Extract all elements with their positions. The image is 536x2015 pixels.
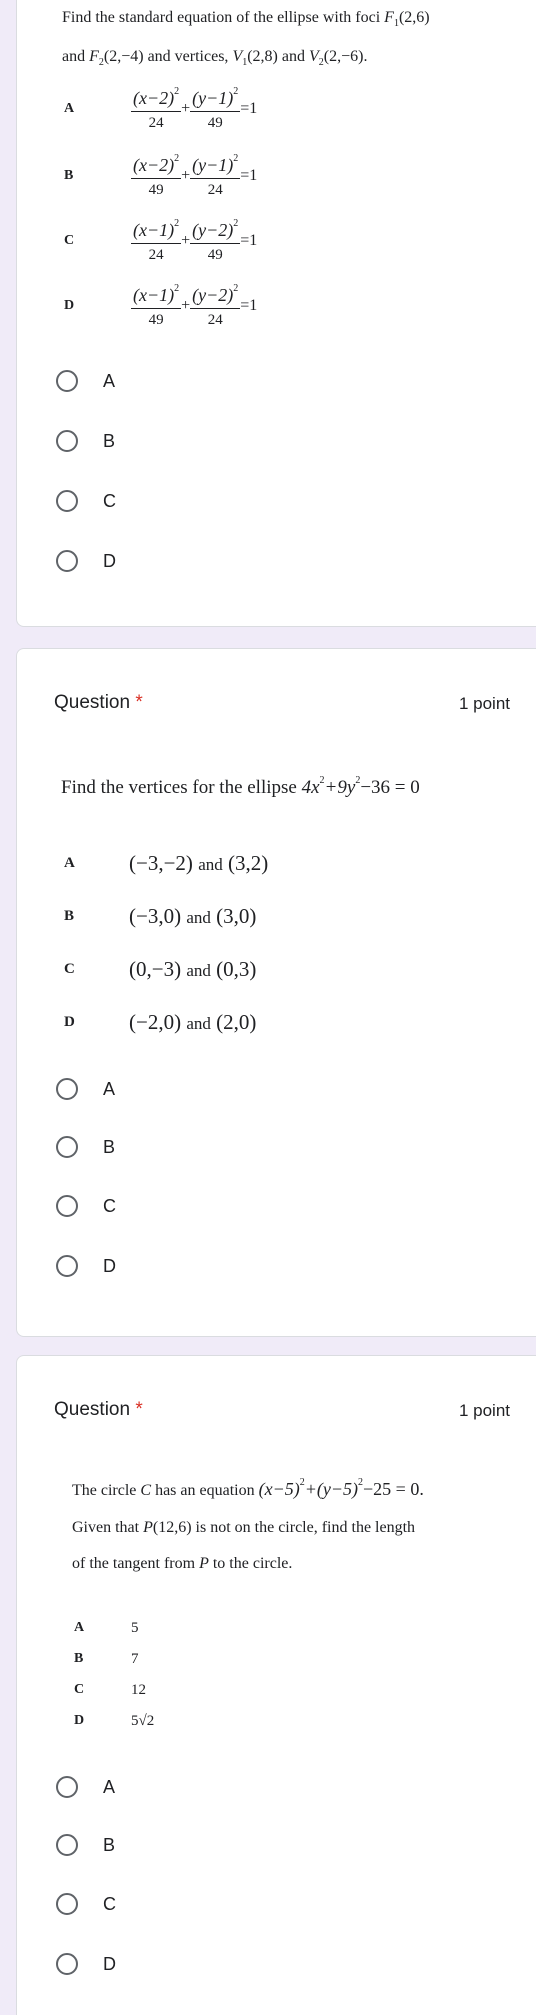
exponent: 2 — [358, 1477, 364, 1488]
exponent: 2 — [174, 86, 180, 97]
numerator: (x−2) — [133, 88, 175, 108]
option-letter: D — [74, 1713, 85, 1728]
radio-label: D — [103, 1953, 116, 1974]
radio-circle[interactable] — [56, 1893, 78, 1915]
denominator: 49 — [148, 311, 164, 328]
question-card-1 — [16, 0, 536, 627]
radio-label: B — [103, 1834, 116, 1855]
fraction — [190, 86, 240, 131]
option-letter: C — [64, 232, 75, 248]
points-label: 1 point — [458, 694, 510, 713]
fraction — [131, 283, 181, 328]
equals-one: =1 — [240, 231, 258, 249]
fraction — [190, 218, 240, 263]
required-asterisk: * — [135, 1399, 143, 1420]
option-value-c — [74, 1682, 146, 1699]
denominator: 49 — [148, 181, 164, 198]
equals-one: =1 — [240, 296, 258, 314]
subscript: 2 — [318, 57, 324, 68]
numerator: (y−2) — [192, 285, 234, 305]
radio-choice-d[interactable] — [56, 550, 116, 572]
question-card-2 — [16, 648, 536, 1337]
circle-label: C — [140, 1482, 152, 1499]
radio-label: B — [103, 430, 116, 451]
option-point-d — [64, 1010, 256, 1035]
option-value: 7 — [131, 1651, 139, 1667]
plus-sign: + — [181, 231, 191, 249]
fraction — [190, 153, 240, 198]
stem-text: and — [281, 48, 305, 65]
radio-label: D — [103, 1255, 116, 1276]
option-value: 5√2 — [131, 1713, 155, 1729]
plus-sign: + — [181, 296, 191, 314]
radio-choice-c[interactable] — [56, 490, 116, 512]
option-point-c — [64, 957, 256, 982]
exponent: 2 — [233, 153, 239, 164]
and-text: and — [186, 1014, 211, 1033]
point-2: (3,2) — [227, 851, 269, 875]
point-2: (0,3) — [216, 957, 257, 981]
numerator: (y−1) — [192, 88, 234, 108]
option-equation-b — [64, 153, 257, 198]
radio-circle[interactable] — [56, 1834, 78, 1856]
vertex-label: V — [232, 48, 243, 65]
radio-label: B — [103, 1136, 116, 1157]
radio-choice-b[interactable] — [56, 1136, 115, 1158]
plus-sign: + — [181, 166, 191, 184]
fraction — [131, 86, 181, 131]
exponent: 2 — [233, 218, 239, 229]
radio-choice-a[interactable] — [56, 1078, 115, 1100]
question-label: Question — [54, 692, 131, 713]
option-equation-a — [64, 86, 257, 131]
numerator: (y−1) — [192, 155, 234, 175]
point-1: (0,−3) — [129, 957, 182, 981]
vertex-label: V — [308, 48, 319, 65]
denominator: 49 — [207, 246, 223, 263]
radio-circle[interactable] — [56, 1953, 78, 1975]
numerator: (x−1) — [133, 285, 175, 305]
denominator: 24 — [207, 311, 223, 328]
subscript: 2 — [98, 57, 104, 68]
option-letter: A — [64, 100, 75, 116]
and-text: and — [198, 855, 223, 874]
point-1: (−2,0) — [129, 1010, 182, 1034]
denominator: 49 — [207, 114, 223, 131]
exponent: 2 — [355, 775, 361, 786]
stem-text: has an equation — [155, 1482, 255, 1499]
exponent: 2 — [233, 86, 239, 97]
question-3-stem-line-3 — [72, 1555, 292, 1573]
option-letter: B — [64, 908, 75, 924]
stem-text: and — [62, 48, 86, 65]
focus-label: F — [89, 48, 99, 65]
radio-circle[interactable] — [56, 1195, 78, 1217]
question-card-3 — [16, 1355, 536, 2015]
option-point-b — [64, 904, 256, 929]
radio-choice-c[interactable] — [56, 1195, 116, 1217]
subscript: 1 — [242, 57, 248, 68]
equation-term: −36 = 0 — [360, 777, 420, 798]
numerator: (x−2) — [133, 155, 175, 175]
radio-choice-d[interactable] — [56, 1255, 116, 1277]
focus-coords: (2,6) — [398, 9, 430, 26]
radio-label: A — [103, 1078, 116, 1099]
radio-circle[interactable] — [56, 550, 78, 572]
question-3-stem-line-2 — [72, 1519, 415, 1537]
option-letter: B — [64, 167, 74, 183]
option-value-b — [74, 1651, 139, 1668]
radio-choice-a[interactable] — [56, 1776, 115, 1798]
radio-circle[interactable] — [56, 430, 78, 452]
option-equation-d — [64, 283, 257, 328]
fraction — [131, 153, 181, 198]
radio-circle[interactable] — [56, 490, 78, 512]
vertex-coords: (2,8) — [247, 48, 278, 65]
question-1-stem-line-1 — [62, 9, 430, 29]
question-3-stem-line-1 — [72, 1477, 424, 1500]
point-label: P — [199, 1555, 209, 1572]
option-value: 12 — [131, 1682, 146, 1698]
option-letter: C — [64, 961, 75, 977]
radio-choice-a[interactable] — [56, 370, 115, 392]
radio-circle[interactable] — [56, 1255, 78, 1277]
option-letter: C — [74, 1682, 85, 1697]
exponent: 2 — [299, 1477, 305, 1488]
option-letter: D — [64, 297, 75, 313]
radio-label: D — [103, 550, 116, 571]
radio-choice-d[interactable] — [56, 1953, 116, 1975]
numerator: (x−1) — [133, 220, 175, 240]
radio-circle[interactable] — [56, 1776, 78, 1798]
exponent: 2 — [233, 283, 239, 294]
option-letter: A — [64, 855, 75, 871]
subscript: 1 — [393, 18, 399, 29]
option-value-a — [74, 1620, 139, 1637]
radio-label: A — [103, 1776, 116, 1797]
equals-one: =1 — [240, 166, 258, 184]
exponent: 2 — [174, 283, 180, 294]
stem-text: and vertices, — [147, 48, 229, 65]
stem-text: Find the standard equation of the ellipse with foci — [62, 9, 381, 26]
radio-choice-c[interactable] — [56, 1893, 116, 1915]
question-title — [54, 692, 143, 714]
denominator: 24 — [148, 246, 164, 263]
point-label: P — [143, 1519, 153, 1536]
radio-circle[interactable] — [56, 1136, 78, 1158]
equation-term: (x−5) — [258, 1479, 300, 1499]
option-letter: A — [74, 1620, 85, 1635]
point-coords: (12,6) — [152, 1519, 192, 1536]
numerator: (y−2) — [192, 220, 234, 240]
question-1-stem-line-2 — [62, 48, 367, 68]
vertex-coords: (2,−6). — [323, 48, 368, 65]
stem-text: to the circle. — [212, 1555, 293, 1572]
point-2: (3,0) — [216, 904, 257, 928]
exponent: 2 — [174, 153, 180, 164]
and-text: and — [186, 908, 211, 927]
option-point-a — [64, 851, 268, 876]
point-1: (−3,−2) — [129, 851, 193, 875]
exponent: 2 — [319, 775, 325, 786]
radio-label: C — [103, 1195, 116, 1216]
option-letter: B — [74, 1651, 84, 1666]
stem-text: The circle — [72, 1482, 137, 1499]
point-2: (2,0) — [216, 1010, 257, 1034]
exponent: 2 — [174, 218, 180, 229]
required-asterisk: * — [135, 692, 143, 713]
focus-label: F — [384, 9, 394, 26]
stem-text: Given that — [72, 1519, 140, 1536]
radio-choice-b[interactable] — [56, 430, 115, 452]
question-title — [54, 1399, 143, 1421]
equation-term: +9y — [324, 777, 356, 798]
stem-text: of the tangent from — [72, 1555, 196, 1572]
equation-term: 4x — [301, 777, 320, 798]
radio-choice-b[interactable] — [56, 1834, 115, 1856]
and-text: and — [186, 961, 211, 980]
option-letter: D — [64, 1014, 75, 1030]
radio-circle[interactable] — [56, 1078, 78, 1100]
fraction — [131, 218, 181, 263]
equation-term: −25 = 0. — [363, 1479, 424, 1499]
point-1: (−3,0) — [129, 904, 182, 928]
radio-label: C — [103, 1893, 116, 1914]
denominator: 24 — [207, 181, 223, 198]
option-equation-c — [64, 218, 257, 263]
radio-label: A — [103, 370, 116, 391]
radio-circle[interactable] — [56, 370, 78, 392]
points-label: 1 point — [458, 1401, 510, 1420]
denominator: 24 — [148, 114, 164, 131]
question-2-stem — [61, 775, 420, 799]
focus-coords: (2,−4) — [103, 48, 144, 65]
option-value-d — [74, 1713, 154, 1730]
option-value: 5 — [131, 1620, 139, 1636]
stem-text: Find the vertices for the ellipse — [61, 777, 297, 798]
stem-text: is not on the circle, find the length — [195, 1519, 416, 1536]
equation-term: +(y−5) — [304, 1479, 359, 1499]
fraction — [190, 283, 240, 328]
equals-one: =1 — [240, 99, 258, 117]
question-label: Question — [54, 1399, 131, 1420]
plus-sign: + — [181, 99, 191, 117]
radio-label: C — [103, 490, 116, 511]
